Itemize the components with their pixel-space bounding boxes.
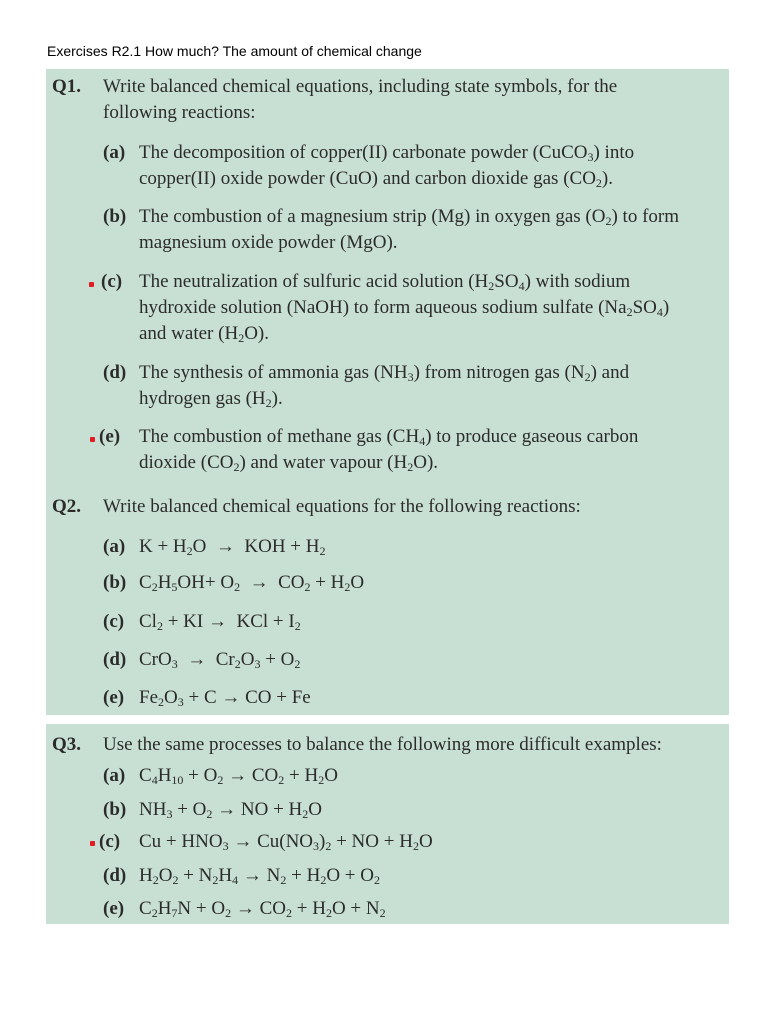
q1e-line-2: dioxide $(CO_2)$ and water vapour $(H_2O)$.: [139, 452, 439, 474]
q2e-label: (e): [103, 687, 125, 708]
q2e-equation: $Fe_2O_3 + C$ → CO + Fe: [139, 687, 311, 709]
q1e-line-1: The combustion of methane gas $(CH_4)$ to produce gaseous carbon: [139, 426, 639, 448]
q3-stem: Use the same processes to balance the following more difficult examples:: [103, 734, 662, 755]
q1a-line-1: The decomposition of copper(II) carbonate powder (CuCO$_3$) into: [139, 142, 635, 164]
q1d-label: (d): [103, 362, 127, 383]
q1-stem-line-2: following reactions:: [103, 102, 256, 123]
q3c-equation: $Cu + HNO_3 \to Cu(NO_3)_2$ + NO + $H_2O$: [139, 831, 433, 853]
q2b-label: (b): [103, 572, 127, 593]
q2c-equation: $Cl_2$ + KI → KCl + $I_2$: [139, 611, 301, 633]
q1d-line-2: hydrogen gas $(H_2)$.: [139, 388, 283, 410]
q2d-equation: $CrO_3 \to Cr_2O_3 + O_2$: [139, 649, 301, 671]
bullet-marker: [90, 841, 95, 846]
q1-stem-line-1: Write balanced chemical equations, including state symbols, for the: [103, 76, 618, 97]
q1a-label: (a): [103, 142, 126, 163]
q1c-line-3: and water $(H_2O)$.: [139, 323, 269, 345]
q1a-line-2: copper(II) oxide powder (CuO) and carbon dioxide gas $(CO_2)$.: [139, 168, 613, 190]
q2-stem: Write balanced chemical equations for the following reactions:: [103, 496, 581, 517]
q1c-line-1: The neutralization of sulfuric acid solution $(H_2SO_4)$ with sodium: [139, 271, 631, 293]
q3-number: Q3.: [52, 734, 82, 755]
q2a-label: (a): [103, 536, 126, 557]
q3a-label: (a): [103, 765, 126, 786]
q3d-label: (d): [103, 865, 127, 886]
q1b-line-1: The combustion of a magnesium strip (Mg) in oxygen gas $(O_2)$ to form: [139, 206, 680, 228]
q3b-label: (b): [103, 799, 127, 820]
q2-number: Q2.: [52, 496, 82, 517]
q1e-label: (e): [99, 426, 121, 447]
q3e-label: (e): [103, 898, 125, 919]
q1c-label: (c): [101, 271, 123, 292]
q1c-line-2: hydroxide solution (NaOH) to form aqueous sodium sulfate $(Na_2SO_4)$: [139, 297, 670, 319]
q3b-equation: $NH_3 + O_2$ → NO + $H_2O$: [139, 799, 323, 821]
page-header: Exercises R2.1 How much? The amount of chemical change: [47, 43, 422, 59]
q3c-label: (c): [99, 831, 121, 852]
q3e-equation: $C_2H_7N + O_2 \to CO_2 + H_2O + N_2$: [139, 898, 386, 920]
q2b-equation: $C_2H_5OH+ O_2 \to CO_2 + H_2O$: [139, 572, 365, 594]
q3a-equation: $C_4H_{10} + O_2 \to CO_2 + H_2O$: [139, 765, 338, 787]
bullet-marker: [90, 437, 95, 442]
bullet-marker: [89, 282, 94, 287]
q2a-equation: $K + H_2O$ → KOH + $H_2$: [139, 536, 326, 558]
q1b-line-2: magnesium oxide powder (MgO).: [139, 232, 398, 253]
q1-number: Q1.: [52, 76, 82, 97]
q1d-line-1: The synthesis of ammonia gas $(NH_3)$ from nitrogen gas $(N_2)$ and: [139, 362, 630, 384]
q2d-label: (d): [103, 649, 127, 670]
q2c-label: (c): [103, 611, 125, 632]
q3d-equation: $H_2O_2 + N_2H_4 \to N_2 + H_2O + O_2$: [139, 865, 380, 887]
q1b-label: (b): [103, 206, 127, 227]
